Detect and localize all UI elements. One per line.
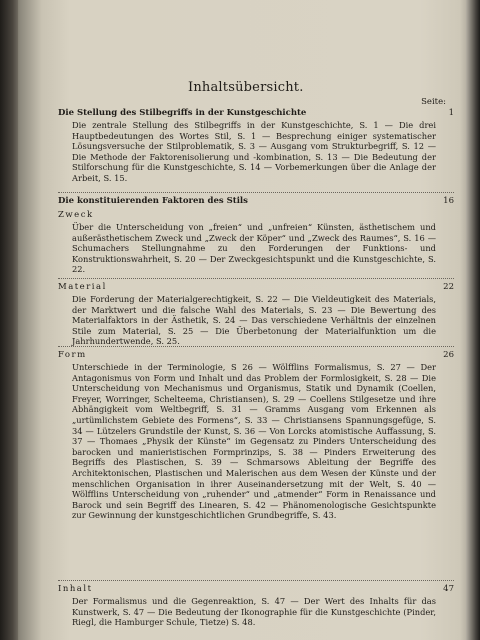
toc-section-stellung — [58, 108, 454, 184]
book-spine — [0, 0, 18, 640]
subsection-page: 47 — [443, 584, 454, 594]
subsection-heading: Zweck — [58, 210, 94, 220]
toc-section-faktoren — [58, 196, 454, 207]
page-title: Inhaltsübersicht. — [188, 80, 304, 95]
toc-subsection-material — [58, 282, 454, 347]
section-page: 1 — [448, 108, 454, 118]
subsection-page: 26 — [443, 350, 454, 360]
subsection-text: Der Formalismus und die Gegenreaktion, S. 47 — Der Wert des Inhalts für das Kunstwerk, S. 47 — Die Bedeutung der Ikonographie für die Kunstgeschichte (Pinder, Riegl, die Hamburger Schule, Tietze) S. 48. — [72, 596, 436, 628]
section-heading: Die konstituierenden Faktoren des Stils — [58, 196, 248, 206]
toc-subsection-form — [58, 350, 454, 521]
page-edge — [466, 0, 480, 640]
page-column-label: Seite: — [421, 97, 446, 107]
subsection-heading: Form — [58, 350, 87, 360]
section-page: 16 — [443, 196, 454, 206]
toc-subsection-zweck — [58, 210, 436, 275]
divider — [58, 580, 454, 581]
subsection-page: 22 — [443, 282, 454, 292]
subsection-heading: Material — [58, 282, 107, 292]
subsection-text: Unterschiede in der Terminologie, S 26 — Wölfflins Formalismus, S. 27 — Der Antagonismus von Form und Inhalt und das Problem der Formlosigkeit, S. 28 — Die Unterscheidung von Mechanismus und Organismus, Statik und Dynamik (Coellen, Freyer, Worringer, Schelteema, Christiansen), S. 29 — Coellens Stilgesetze und ihre Abhängigkeit vom Weltbegriff, S. 31 — Gramms Ausgang vom Erkennen als „urtümlichstem Gebiete des Formens“, S. 33 — Christiansens Spannungsgefüge, S. 34 — Lützelers Grundstile der Kunst, S. 36 — Von Lorcks atomistische Auffassung, S. 37 — Thomaes „Physik der Künste“ im Gegensatz zu Pinders Unterscheidung des barocken und manieristischen Formprinzips, S. 38 — Pinders Erweiterung des Begriffs des Plastischen, S. 39 — Schmarsows Ableitung der Begriffe des Architektonischen, Plastischen und Malerischen aus dem Wesen der Künste und der menschlichen Organisation in ihrer Auseinandersetzung mit der Welt, S. 40 — Wölfflins Unterscheidung von „ruhender“ und „atmender“ Form in Renaissance und Barock und sein Begriff des Linearen, S. 42 — Phänomenologische Gesichtspunkte zur Gewinnung der kunstgeschichtlichen Grundbegriffe, S. 43. — [72, 362, 436, 521]
toc-page — [40, 0, 458, 640]
section-text: Die zentrale Stellung des Stilbegriffs in der Kunstgeschichte, S. 1 — Die drei Hauptbedeutungen des Wortes Stil, S. 1 — Besprechung einiger systematischer Lösungsversuche der Stilproblematik, S. 3 — Ausgang vom Strukturbegriff, S. 12 — Die Methode der Faktorenisolierung und -kombination, S. 13 — Die Bedeutung der Stilforschung für die Kunstgeschichte, S. 14 — Vorbemerkungen über die Anlage der Arbeit, S. 15. — [72, 120, 436, 183]
divider — [58, 278, 454, 279]
subsection-text: Über die Unterscheidung von „freien“ und „unfreien“ Künsten, ästhetischem und außerästhetischem Zweck und „Zweck der Köper“ und „Zweck des Raumes“, S. 16 — Schumachers Stellungnahme zu den Forderungen der Funktions- und Konstruktionswahrheit, S. 20 — Der Zweckgesichtspunkt und die Kunstgeschichte, S. 22. — [72, 222, 436, 275]
divider — [58, 192, 454, 193]
section-heading: Die Stellung des Stilbegriffs in der Kunstgeschichte — [58, 108, 307, 118]
divider — [58, 346, 454, 347]
toc-subsection-inhalt — [58, 584, 454, 628]
subsection-heading: Inhalt — [58, 584, 93, 594]
subsection-text: Die Forderung der Materialgerechtigkeit, S. 22 — Die Vieldeutigkeit des Materials, der Marktwert und die falsche Wahl des Materials, S. 23 — Die Bewertung des Materialfaktors in der Ästhetik, S. 24 — Das verschiedene Verhältnis der einzelnen Stile zum Material, S. 25 — Die Überbetonung der Materialfunktion um die Jahrhundertwende, S. 25. — [72, 294, 436, 347]
